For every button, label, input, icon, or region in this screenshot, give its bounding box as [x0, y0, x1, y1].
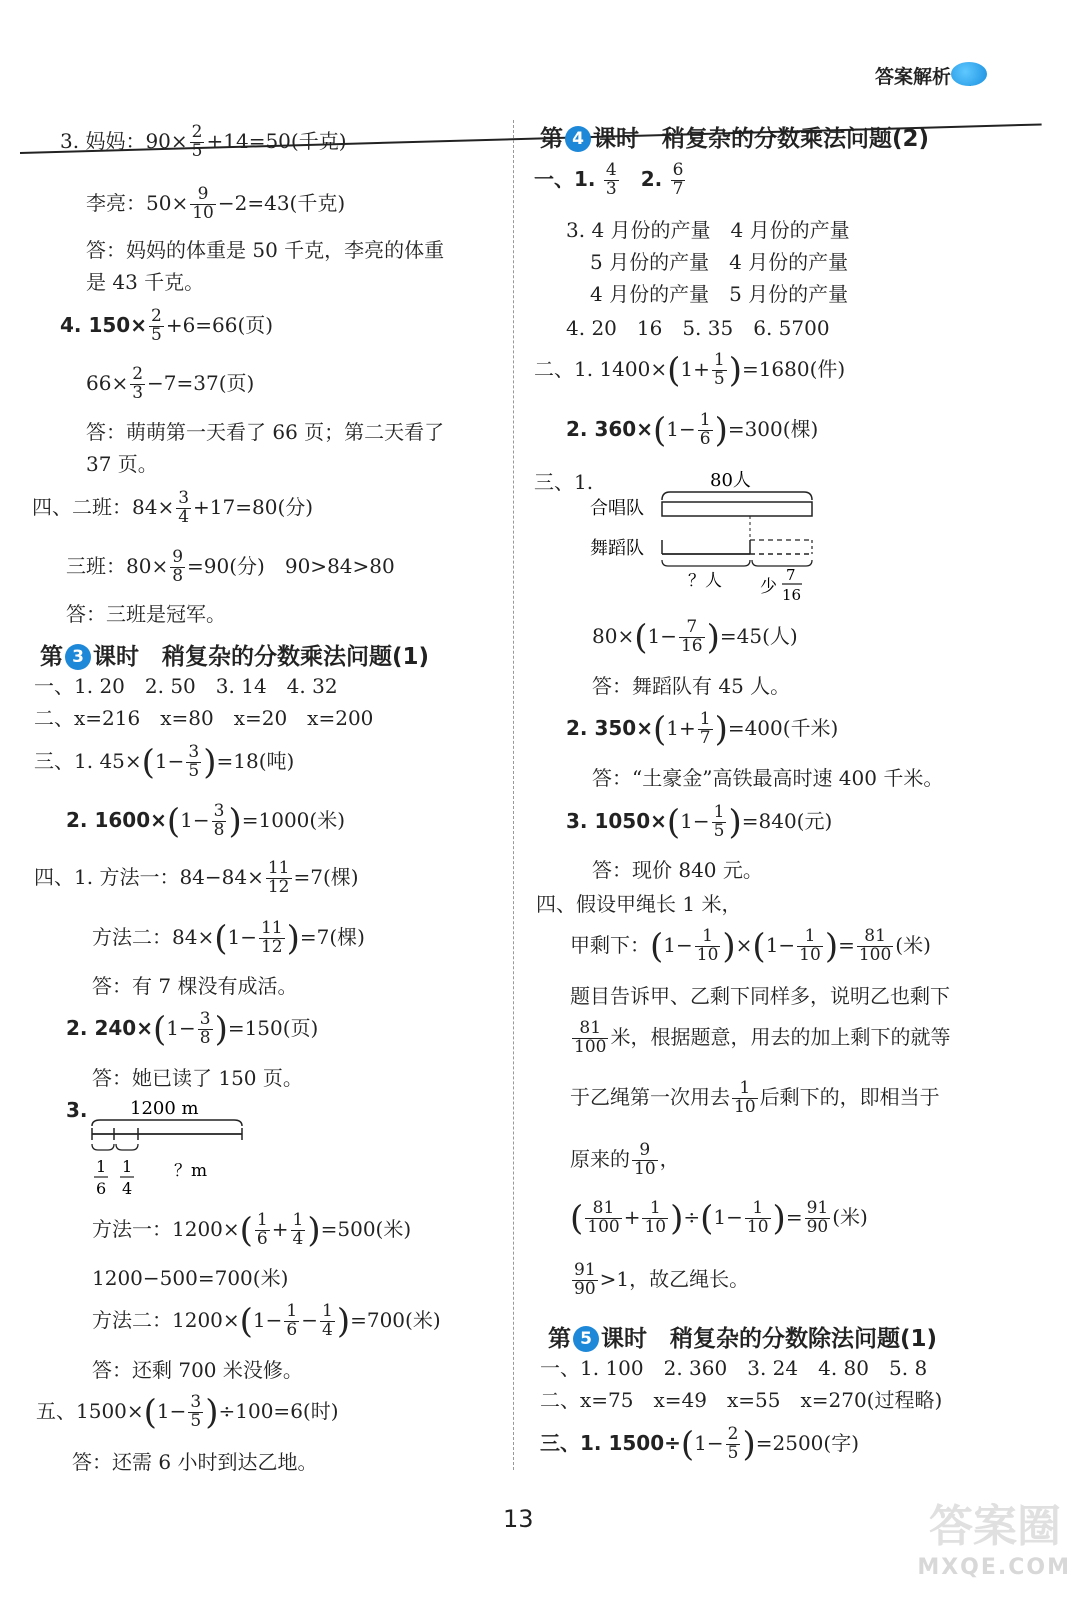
left-line-9: 四、二班：84× $\frac{3}{4}$ +17=80(分)	[32, 488, 314, 527]
left-line-21: 3.	[66, 1098, 88, 1122]
diagram4-row2-label: 舞蹈队	[590, 538, 644, 559]
right-line-7: 2. 360×(1− $\frac{1}{6}$ )=300(棵)	[566, 410, 819, 451]
left-line-15: 2. 1600×(1− $\frac{3}{8}$ )=1000(米)	[66, 801, 346, 842]
left-line-17: 方法二：84×(1− $\frac{11}{12}$ )=7(棵)	[92, 918, 365, 959]
left-line-8: 37 页。	[86, 452, 158, 476]
left-line-22: 方法一：1200×( $\frac{1}{6}$ + $\frac{1}{4}$ )=500(米)	[92, 1210, 412, 1251]
left-line-13: 二、x=216 x=80 x=20 x=200	[34, 706, 374, 730]
left-line-12: 一、1. 20 2. 50 3. 14 4. 32	[34, 674, 338, 698]
column-divider	[513, 120, 514, 1470]
right-line-8: 三、1.	[534, 470, 594, 494]
watermark-logo: 答案圈	[929, 1501, 1061, 1552]
left-line-4: 是 43 千克。	[86, 270, 205, 294]
header-label: 答案解析	[874, 66, 951, 88]
right-line-1: 一、1. $\frac{4}{3}$ 2. $\frac{6}{7}$	[534, 160, 684, 199]
left-line-26: 五、1500×(1− $\frac{3}{5}$ )÷100=6(时)	[36, 1392, 339, 1433]
left-line-16: 四、1. 方法一：84−84× $\frac{11}{12}$ =7(棵)	[34, 858, 359, 897]
left-line-10: 三班：80× $\frac{9}{8}$ =90(分) 90>84>80	[66, 547, 395, 586]
diagram4-frac-den: 16	[782, 586, 802, 604]
left-line-19: 2. 240×(1− $\frac{3}{8}$ )=150(页)	[66, 1009, 319, 1050]
right-line-6: 二、1. 1400×(1+ $\frac{1}{5}$ )=1680(件)	[534, 350, 846, 391]
left-line-18: 答：有 7 棵没有成活。	[92, 974, 298, 998]
watermark-url: MXQE.COM	[917, 1555, 1071, 1580]
right-line-24: 二、x=75 x=49 x=55 x=270(过程略)	[540, 1388, 943, 1412]
diagram4-top-label: 80人	[710, 470, 751, 491]
lesson-badge-5: 5	[573, 1326, 599, 1352]
left-line-11: 答：三班是冠军。	[66, 602, 226, 626]
left-line-23: 1200−500=700(米)	[92, 1266, 289, 1290]
right-line-9: 80×(1− $\frac{7}{16}$ )=45(人)	[592, 617, 798, 658]
right-line-4: 4 月份的产量 5 月份的产量	[590, 282, 849, 306]
right-line-25: 三、1. 1500÷(1− $\frac{2}{5}$ )=2500(字)	[540, 1424, 860, 1465]
right-line-5: 4. 20 16 5. 35 6. 5700	[566, 316, 830, 340]
diagram-frac1-num: 1	[96, 1157, 107, 1176]
right-line-21: ( $\frac{81}{100}$ + $\frac{1}{10}$ )÷(1− $\frac{1}{10}$ )= $\frac{91}{90}$ (米)	[570, 1198, 868, 1239]
diagram4-less-label: 少	[760, 577, 777, 597]
left-line-3: 答：妈妈的体重是 50 千克，李亮的体重	[86, 238, 445, 262]
left-line-7: 答：萌萌第一天看了 66 页；第二天看了	[86, 420, 445, 444]
right-line-14: 答：现价 840 元。	[592, 858, 763, 882]
left-line-6: 66× $\frac{2}{3}$ −7=37(页)	[86, 364, 255, 403]
lesson-badge-4: 4	[565, 126, 591, 152]
left-line-5: 4. 150× $\frac{2}{5}$ +6=66(页)	[60, 306, 274, 345]
diagram4-frac-num: 7	[786, 566, 796, 584]
right-line-11: 2. 350×(1+ $\frac{1}{7}$ )=400(千米)	[566, 709, 839, 750]
right-line-22: $\frac{91}{90}$ >1，故乙绳长。	[574, 1260, 750, 1299]
lesson-badge-3: 3	[65, 644, 91, 670]
right-line-13: 3. 1050×(1− $\frac{1}{5}$ )=840(元)	[566, 802, 833, 843]
right-line-16: 甲剩下：(1− $\frac{1}{10}$ )×(1− $\frac{1}{10}$ )= $\frac{81}{100}$ (米)	[570, 926, 931, 967]
bar-compare-diagram	[588, 466, 828, 606]
diagram-question-label: ？m	[174, 1161, 208, 1181]
diagram4-question-label: ？人	[688, 571, 722, 591]
diagram4-row1-label: 合唱队	[590, 498, 644, 519]
right-line-15: 四、假设甲绳长 1 米，	[536, 892, 742, 916]
header-logo-icon	[951, 62, 987, 86]
left-line-27: 答：还需 6 小时到达乙地。	[72, 1450, 318, 1474]
section-title-5: 第 5 课时 稍复杂的分数除法问题(1)	[548, 1326, 938, 1352]
right-line-19: 于乙绳第一次用去 $\frac{1}{10}$ 后剩下的，即相当于	[570, 1078, 940, 1117]
diagram-frac2-den: 4	[122, 1179, 133, 1198]
right-line-17: 题目告诉甲、乙剩下同样多，说明乙也剩下	[570, 984, 950, 1008]
right-line-2: 3. 4 月份的产量 4 月份的产量	[566, 218, 850, 242]
left-line-1: 3. 妈妈：90× $\frac{2}{5}$ +14=50(千克)	[60, 122, 347, 161]
left-line-14: 三、1. 45×(1− $\frac{3}{5}$ )=18(吨)	[34, 742, 295, 783]
left-line-25: 答：还剩 700 米没修。	[92, 1358, 303, 1382]
right-line-3: 5 月份的产量 4 月份的产量	[590, 250, 849, 274]
page-number: 13	[503, 1505, 534, 1533]
section-title-4: 第 4 课时 稍复杂的分数乘法问题(2)	[540, 126, 930, 152]
segment-diagram-1200m	[86, 1094, 256, 1204]
diagram-frac2-num: 1	[122, 1157, 133, 1176]
section-title-3: 第 3 课时 稍复杂的分数乘法问题(1)	[40, 644, 430, 670]
diagram-top-label: 1200 m	[130, 1098, 199, 1119]
right-line-20: 原来的 $\frac{9}{10}$ ，	[570, 1140, 680, 1179]
right-line-12: 答：“土豪金”高铁最高时速 400 千米。	[592, 766, 944, 790]
left-line-20: 答：她已读了 150 页。	[92, 1066, 303, 1090]
left-line-24: 方法二：1200×(1− $\frac{1}{6}$ − $\frac{1}{4}$ )=700(米)	[92, 1301, 441, 1342]
right-line-23: 一、1. 100 2. 360 3. 24 4. 80 5. 8	[540, 1356, 928, 1380]
right-line-18: $\frac{81}{100}$ 米，根据题意，用去的加上剩下的就等	[574, 1018, 951, 1057]
left-line-2: 李亮：50× $\frac{9}{10}$ −2=43(千克)	[86, 184, 346, 223]
diagram-frac1-den: 6	[96, 1179, 107, 1198]
right-line-10: 答：舞蹈队有 45 人。	[592, 674, 791, 698]
